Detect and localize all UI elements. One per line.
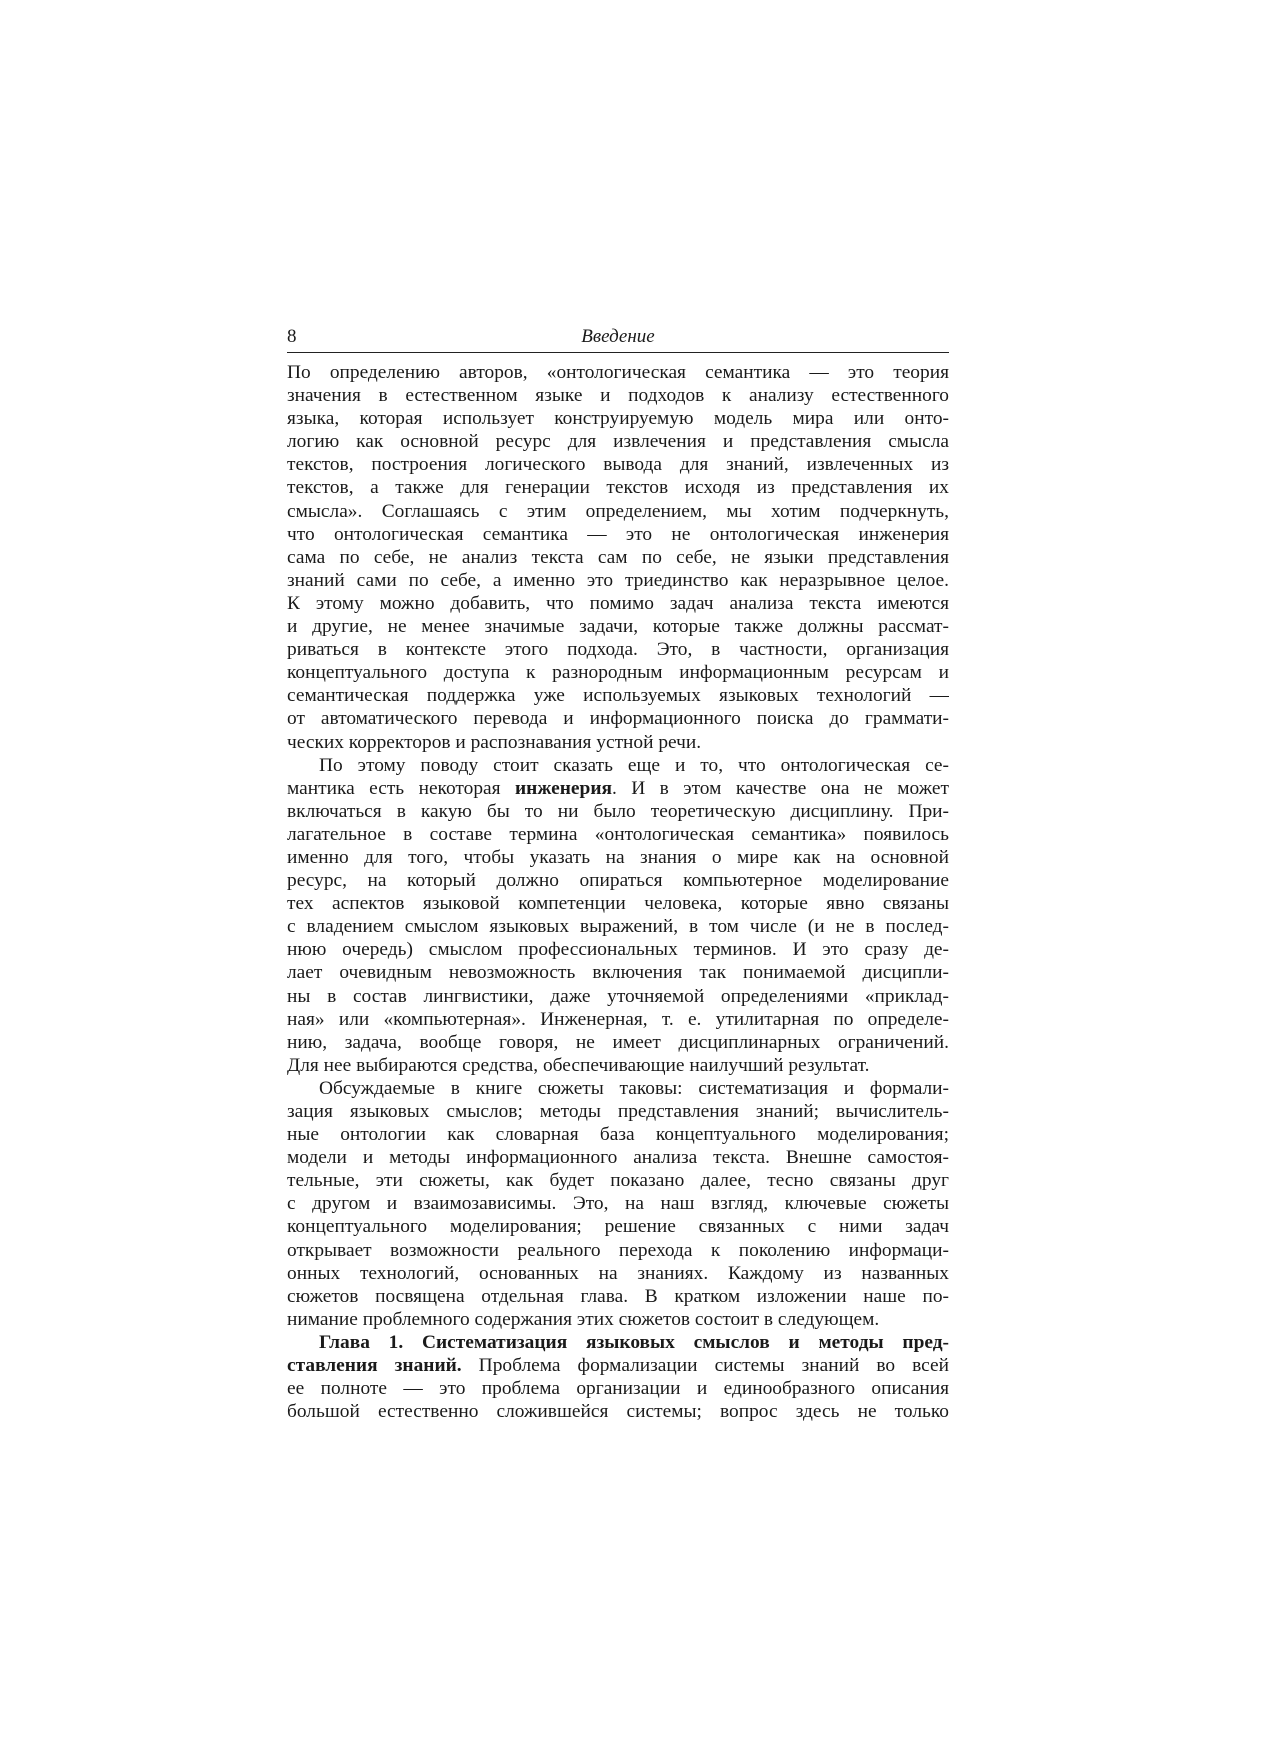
text-line: с владением смыслом языковых выражений, в том числе (и не в послед-: [287, 916, 949, 938]
paragraph: [287, 754, 949, 1077]
text-line: Обсуждаемые в книге сюжеты таковы: систематизация и формали-: [319, 1077, 949, 1099]
text-line: тельные, эти сюжеты, как будет показано далее, тесно связаны друг: [287, 1170, 949, 1192]
text-line: ные онтологии как словарная база концептуального моделирования;: [287, 1124, 949, 1146]
text-line: По этому поводу стоит сказать еще и то, что онтологическая се-: [319, 754, 949, 776]
text-line: большой естественно сложившейся системы; вопрос здесь не только: [287, 1401, 949, 1423]
text-line: ческих корректоров и распознавания устной речи.: [287, 731, 702, 753]
text-line: онных технологий, основанных на знаниях. Каждому из названных: [287, 1262, 949, 1284]
text-line: языка, которая использует конструируемую модель мира или онто-: [287, 408, 949, 430]
body-text: [287, 361, 949, 1423]
text-line: текстов, а также для генерации текстов исходя из представления их: [287, 477, 949, 499]
text-line: риваться в контексте этого подхода. Это, в частности, организация: [287, 639, 949, 661]
text-line: ная» или «компьютерная». Инженерная, т. е. утилитарная по определе-: [287, 1008, 949, 1030]
text-line: сюжетов посвящена отдельная глава. В кратком изложении наше по-: [287, 1285, 949, 1307]
text-line: концептуального моделирования; решение связанных с ними задач: [287, 1216, 949, 1238]
text-line: нию, задача, вообще говоря, не имеет дисциплинарных ограничений.: [287, 1031, 949, 1053]
text-line: концептуального доступа к разнородным информационным ресурсам и: [287, 662, 949, 684]
text-line: ресурс, на который должно опираться компьютерное моделирование: [287, 870, 949, 892]
text-line: К этому можно добавить, что помимо задач анализа текста имеются: [287, 592, 949, 614]
text-line: нюю очередь) смыслом профессиональных терминов. И это сразу де-: [287, 939, 949, 961]
text-line: мантика есть некоторая инженерия. И в этом качестве она не может: [287, 777, 949, 799]
text-line: Глава 1. Систематизация языковых смыслов и методы пред-: [319, 1331, 949, 1353]
text-line: что онтологическая семантика — это не онтологическая инженерия: [287, 523, 949, 545]
text-line: По определению авторов, «онтологическая семантика — это теория: [287, 362, 949, 383]
page-number: 8: [287, 326, 297, 347]
text-line: логию как основной ресурс для извлечения и представления смысла: [287, 431, 949, 453]
text-line: Для нее выбираются средства, обеспечивающие наилучший результат.: [287, 1054, 870, 1076]
text-line: открывает возможности реального перехода к поколению информаци-: [287, 1239, 949, 1261]
text-line: значения в естественном языке и подходов к анализу естественного: [287, 385, 949, 407]
text-line: тех аспектов языковой компетенции человека, которые явно связаны: [287, 893, 949, 915]
text-line: сама по себе, не анализ текста сам по себе, не языки представления: [287, 546, 949, 568]
text-line: ее полноте — это проблема организации и единообразного описания: [287, 1378, 949, 1400]
section-title: Введение: [581, 326, 655, 347]
text-line: включаться в какую бы то ни было теоретическую дисциплину. При-: [287, 800, 949, 822]
text-line: смысла». Соглашаясь с этим определением, мы хотим подчеркнуть,: [287, 500, 949, 522]
text-line: от автоматического перевода и информационного поиска до граммати-: [287, 708, 949, 730]
text-line: ставления знаний. Проблема формализации системы знаний во всей: [287, 1355, 949, 1377]
paragraph: [287, 361, 949, 754]
text-line: модели и методы информационного анализа текста. Внешне самостоя-: [287, 1147, 949, 1169]
text-line: текстов, построения логического вывода для знаний, извлеченных из: [287, 454, 949, 476]
text-line: зация языковых смыслов; методы представления знаний; вычислитель-: [287, 1101, 949, 1122]
text-line: семантическая поддержка уже используемых языковых технологий —: [287, 685, 949, 707]
book-page: [287, 322, 949, 1423]
text-line: именно для того, чтобы указать на знания о мире как на основной: [287, 846, 949, 868]
text-line: с другом и взаимозависимы. Это, на наш взгляд, ключевые сюжеты: [287, 1193, 949, 1215]
running-head: [287, 322, 949, 353]
text-line: ны в состав лингвистики, даже уточняемой определениями «приклад-: [287, 985, 949, 1007]
text-line: нимание проблемного содержания этих сюжетов состоит в следующем.: [287, 1308, 880, 1330]
text-line: лает очевидным невозможность включения так понимаемой дисципли-: [287, 962, 949, 984]
text-line: знаний сами по себе, а именно это триединство как неразрывное целое.: [287, 569, 949, 591]
text-line: лагательное в составе термина «онтологическая семантика» появилось: [287, 823, 949, 845]
paragraph: [287, 1077, 949, 1331]
paragraph: [287, 1331, 949, 1423]
text-line: и другие, не менее значимые задачи, которые также должны рассмат-: [287, 616, 949, 638]
